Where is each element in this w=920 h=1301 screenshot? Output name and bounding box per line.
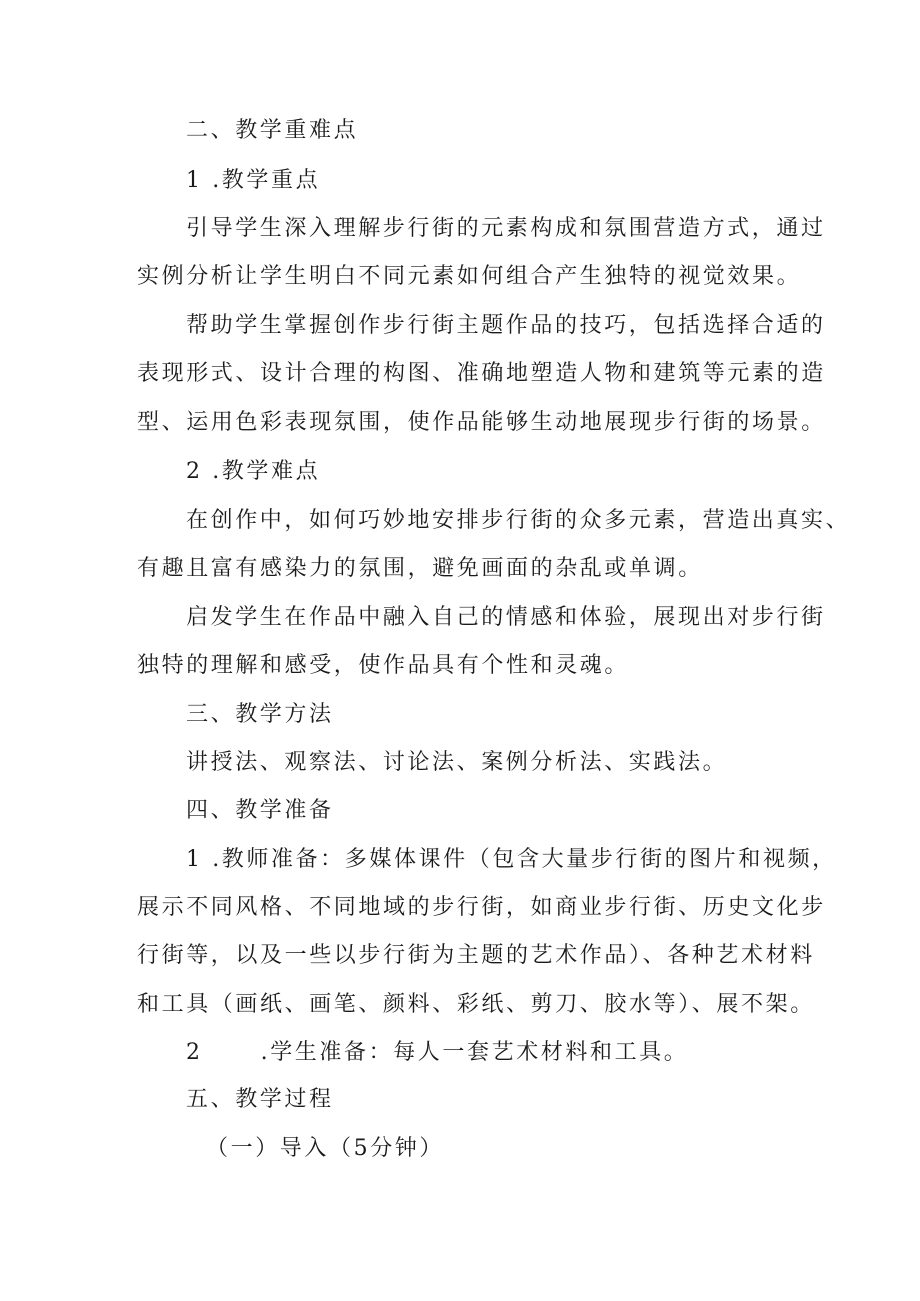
section-heading-preparation: 四、教学准备 bbox=[186, 798, 334, 823]
paragraph-line: 在创作中，如何巧妙地安排步行街的众多元素，营造出真实、 bbox=[186, 508, 851, 533]
section-heading-key-points: 二、教学重难点 bbox=[186, 118, 359, 143]
paragraph-line: 引导学生深入理解步行街的元素构成和氛围营造方式，通过 bbox=[186, 216, 826, 241]
paragraph-line-student-prep bbox=[186, 1038, 688, 1068]
list-text: .学生准备：每人一套艺术材料和工具。 bbox=[260, 1040, 689, 1065]
paragraph-line: 型、运用色彩表现氛围，使作品能够生动地展现步行街的场景。 bbox=[137, 410, 826, 435]
paragraph-line: 帮助学生掌握创作步行街主题作品的技巧，包括选择合适的 bbox=[186, 313, 826, 338]
paragraph-line: 展示不同风格、不同地域的步行街，如商业步行街、历史文化步 bbox=[137, 895, 826, 920]
paragraph-line: 1 .教师准备：多媒体课件（包含大量步行街的图片和视频， bbox=[186, 847, 837, 872]
section-heading-process: 五、教学过程 bbox=[186, 1087, 334, 1112]
paragraph-line: 和工具（画纸、画笔、颜料、彩纸、剪刀、胶水等）、展不架。 bbox=[137, 992, 815, 1017]
paragraph-line: 行街等，以及一些以步行街为主题的艺术作品）、各种艺术材料 bbox=[137, 943, 815, 968]
paragraph-line: 有趣且富有感染力的氛围，避免画面的杂乱或单调。 bbox=[137, 556, 703, 581]
paragraph-line: 独特的理解和感受，使作品具有个性和灵魂。 bbox=[137, 653, 630, 678]
paragraph-line: 表现形式、设计合理的构图、准确地塑造人物和建筑等元素的造 bbox=[137, 361, 826, 386]
paragraph-line: 启发学生在作品中融入自己的情感和体验，展现出对步行街 bbox=[186, 605, 826, 630]
subheading-teaching-focus: 1 .教学重点 bbox=[186, 168, 321, 193]
paragraph-line: 讲授法、观察法、讨论法、案例分析法、实践法。 bbox=[186, 750, 728, 775]
list-number: 2 bbox=[186, 1040, 203, 1065]
subheading-teaching-difficulty: 2 .教学难点 bbox=[186, 459, 321, 484]
subheading-introduction: （一）导入（5分钟） bbox=[206, 1136, 444, 1161]
section-heading-methods: 三、教学方法 bbox=[186, 702, 334, 727]
paragraph-line: 实例分析让学生明白不同元素如何组合产生独特的视觉效果。 bbox=[137, 264, 802, 289]
